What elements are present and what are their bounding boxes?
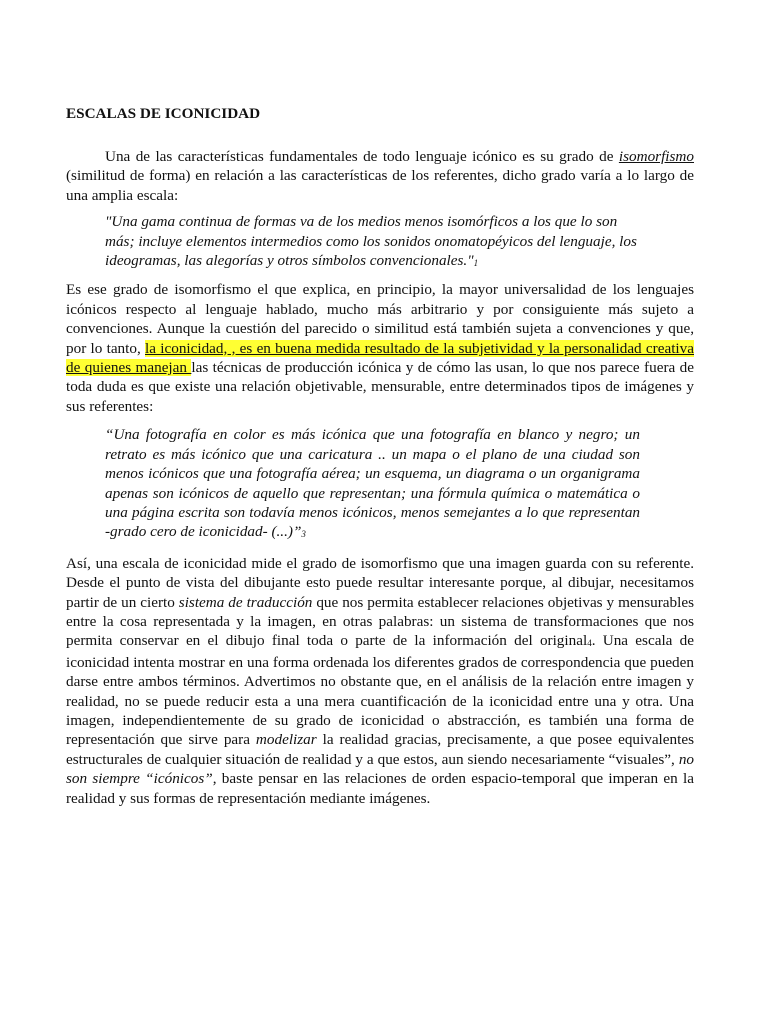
quote-2-text: “Una fotografía en color es más icónica que una fotografía en blanco y negro; un retrato es más icónico que una caricatura .. un mapa o el plano de una ciudad son menos icónicos que una fotografía aérea; un esquema, un diagrama o un organigrama apenas son icónicos de aquello que representan; una fórmula química o matemática o una página escrita son todavía menos icónicos, menos semejantes a lo que representan -grado cero de iconicidad- (...)” xyxy=(105,426,640,541)
paragraph-3 xyxy=(66,554,694,808)
paragraph-3-text-b: que nos permita establecer relaciones objetivas y mensurables entre la cosa representada y la imagen, en otras palabras: un sistema de transformaciones que nos permita conservar en el dibujo final toda o parte de la información del original xyxy=(66,593,694,650)
footnote-ref-3: 3 xyxy=(301,529,306,540)
paragraph-3-text-e: , baste pensar en las relaciones de orden espacio-temporal que imperan en la realidad y sus formas de representación mediante imágenes. xyxy=(66,770,694,807)
document-body xyxy=(66,104,694,808)
paragraph-2 xyxy=(66,280,694,416)
footnote-ref-1: 1 xyxy=(473,258,479,269)
paragraph-2-text-b: las técnicas de producción icónica y de cómo las usan, lo que nos parece fuera de toda duda es que existe una relación objetivable, mensurable, entre determinados tipos de imágenes y sus referentes: xyxy=(66,359,694,415)
paragraph-3-text-a: Así, una escala de iconicidad mide el grado de isomorfismo que una imagen guarda con su referente. Desde el punto de vista del dibujante esto puede resultar interesante porque, al dibujar, necesitamos partir de un cierto xyxy=(66,554,694,611)
paragraph-2-text-a: Es ese grado de isomorfismo el que explica, en principio, la mayor universalidad de los lenguajes icónicos respecto al lenguaje hablado, mucho más arbitrario y por consiguiente más sujeto a convenciones. Aunque la cuestión del parecido o similitud está también sujeta a convenciones y que, por lo tanto, xyxy=(66,281,694,357)
term-modelizar: modelizar xyxy=(255,731,317,749)
highlighted-passage: la iconicidad, , es en buena medida resultado de la subjetividad y la personalidad creativa de quienes manejan xyxy=(66,339,694,377)
document-title: ESCALAS DE ICONICIDAD xyxy=(66,105,261,122)
paragraph-1-text-b: (similitud de forma) en relación a las características de los referentes, dicho grado varía a lo largo de una amplia escala: xyxy=(66,167,694,204)
term-sistema-de-traduccion: sistema de traducción xyxy=(178,593,313,611)
paragraph-1-text-a: Una de las características fundamentales de todo lenguaje icónico es su grado de xyxy=(105,148,619,165)
paragraph-3-text-d: la realidad gracias, precisamente, a que posee equivalentes estructurales de cualquier situación de realidad y a que estos, aun siendo necesariamente “visuales”, xyxy=(66,731,694,768)
footnote-ref-4: 4 xyxy=(587,638,592,649)
quote-1 xyxy=(105,212,640,272)
term-no-son-siempre-iconicos: no son siempre “icónicos” xyxy=(66,750,694,788)
paragraph-3-text-c: . Una escala de iconicidad intenta mostrar en una forma ordenada los diferentes grados de correspondencia que pueden darse entre ambos términos. Advertimos no obstante que, en el análisis de la relación entre imagen y realidad, no se puede reducir esta a una mera cuantificación de la iconicidad entre una y otra. Una imagen, independientemente de su grado de iconicidad o abstracción, es también una forma de representación que sirve para xyxy=(66,632,695,749)
paragraph-1 xyxy=(66,147,694,205)
quote-1-text: "Una gama continua de formas va de los medios menos isomórficos a los que lo son más; incluye elementos intermedios como los sonidos onomatopéyicos del lenguaje, los ideogramas, las alegorías y otros símbolos convencionales." xyxy=(105,213,637,270)
term-isomorfismo: isomorfismo xyxy=(618,148,694,165)
quote-2 xyxy=(105,425,640,543)
